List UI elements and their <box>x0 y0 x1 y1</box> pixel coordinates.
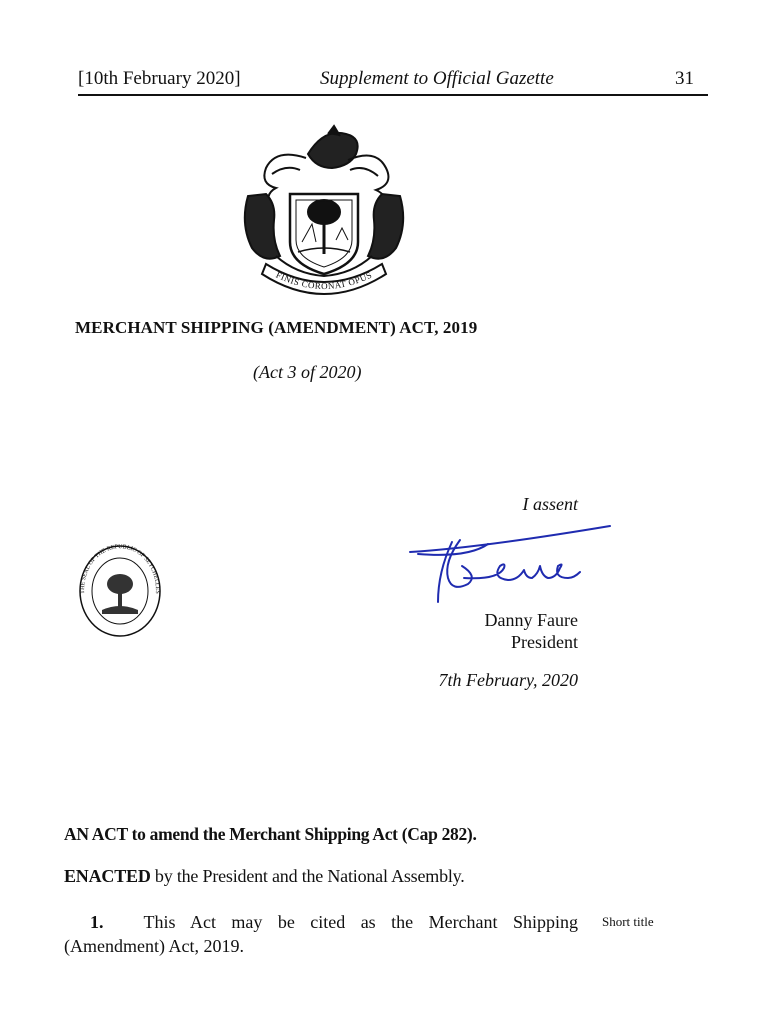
motto-text: FINIS CORONAT OPUS <box>274 269 374 292</box>
assent-text: I assent <box>522 494 578 514</box>
enacting-formula <box>64 866 465 887</box>
section-number: 1. <box>90 912 104 932</box>
signatory-office: President <box>511 632 578 652</box>
assent-date: 7th February, 2020 <box>438 670 578 690</box>
section-1 <box>64 910 578 958</box>
gazette-title: Supplement to Official Gazette <box>320 68 554 89</box>
enacted-lead: ENACTED <box>64 866 151 886</box>
president-signature <box>408 522 614 608</box>
section-1-line-1 <box>64 910 578 934</box>
page-number: 31 <box>675 68 694 89</box>
section-1-text: This Act may be cited as the Merchant Shipping <box>143 912 578 932</box>
coat-of-arms <box>236 124 412 300</box>
marginal-note: Short title <box>602 914 654 929</box>
act-title: MERCHANT SHIPPING (AMENDMENT) ACT, 2019 <box>75 318 478 337</box>
gazette-date: [10th February 2020] <box>78 68 241 89</box>
republic-seal <box>78 544 162 638</box>
signatory-name: Danny Faure <box>484 610 578 630</box>
section-1-line-2: (Amendment) Act, 2019. <box>64 936 244 956</box>
seal-inscription: THE SEAL OF THE REPUBLIC OF SEYCHELLES <box>79 544 161 594</box>
running-header <box>78 64 708 96</box>
enacted-rest: by the President and the National Assembly. <box>150 866 465 886</box>
act-number: (Act 3 of 2020) <box>253 362 362 382</box>
long-title: AN ACT to amend the Merchant Shipping Act (Cap 282). <box>64 824 477 844</box>
